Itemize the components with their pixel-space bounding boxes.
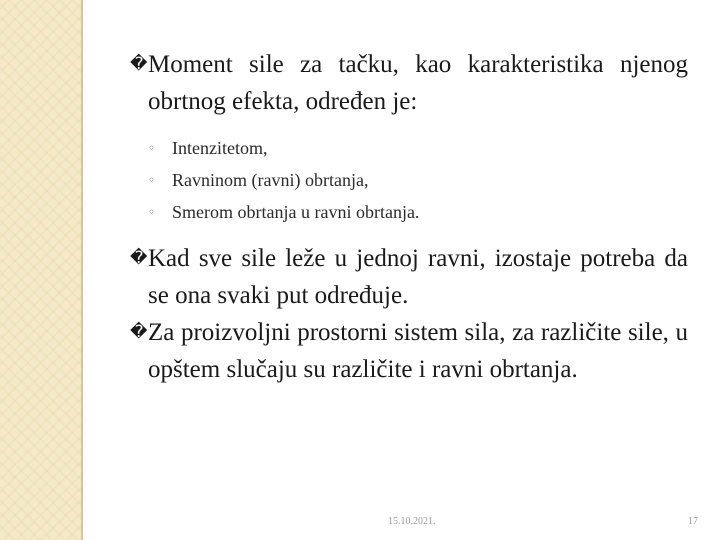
sub-item-1-text: Intenzitetom, <box>172 138 268 158</box>
circle-bullet-icon: ◦ <box>148 205 156 219</box>
side-band-border <box>81 0 83 540</box>
sub-item-1 <box>148 132 688 164</box>
bullet-2 <box>130 240 688 314</box>
slide-content <box>130 46 688 388</box>
bullet-1-text: Moment sile za tačku, kao karakteristika njenog obrtnog efekta, određen je: <box>148 51 688 115</box>
sub-item-2-text: Ravninom (ravni) obrtanja, <box>172 170 369 190</box>
footer-date: 15.10.2021. <box>388 516 436 527</box>
bullet-marker-icon: � <box>130 248 148 268</box>
bullet-marker-icon: � <box>130 322 148 342</box>
bullet-3 <box>130 314 688 388</box>
sub-list <box>148 132 688 228</box>
bullet-1 <box>130 46 688 120</box>
bullet-2-text: Kad sve sile leže u jednoj ravni, izostaje potreba da se ona svaki put određuje. <box>148 245 688 309</box>
page-number: 17 <box>688 516 698 527</box>
sub-item-3-text: Smerom obrtanja u ravni obrtanja. <box>172 202 420 222</box>
circle-bullet-icon: ◦ <box>148 173 156 187</box>
bullet-marker-icon: � <box>130 54 148 74</box>
sub-item-3 <box>148 196 688 228</box>
sub-item-2 <box>148 164 688 196</box>
circle-bullet-icon: ◦ <box>148 141 156 155</box>
decorative-side-band <box>0 0 81 540</box>
bullet-3-text: Za proizvoljni prostorni sistem sila, za različite sile, u opštem slučaju su različite i ravni obrtanja. <box>148 319 688 383</box>
